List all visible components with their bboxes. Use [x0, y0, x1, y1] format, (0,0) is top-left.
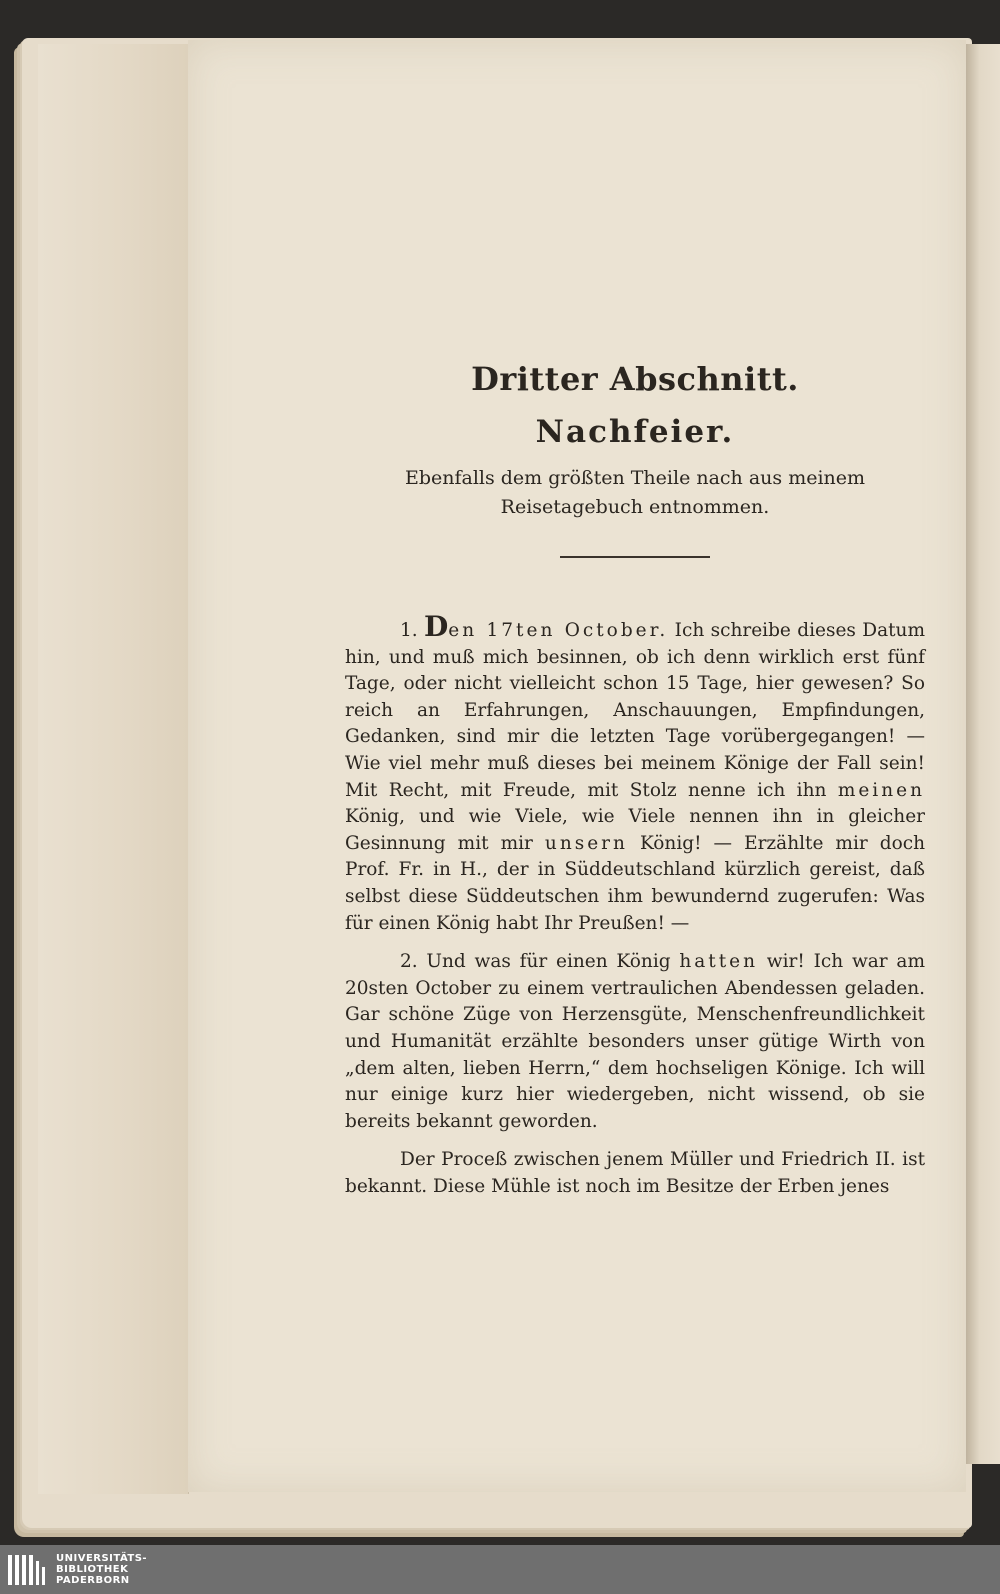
spaced-word: hatten [679, 951, 759, 973]
library-logo-icon [6, 1551, 48, 1589]
paragraph-number: 1. [400, 620, 418, 641]
paragraph-text: König! — Erzählte mir doch Prof. Fr. in H., der in Süddeutschland kürzlich gereist, daß selbst diese Süddeutschen ihm bewundernd zugerufen: Was für einen König habt Ihr Preußen! — [345, 832, 926, 934]
paragraph-text: Ich schreibe dieses Datum hin, und muß mich besinnen, ob ich denn wirklich erst fünf Tage, oder nicht vielleicht schon 15 Tage, hier gewesen? So reich an Erfahrungen, Anschauungen, Empfindungen, Gedanken, sind mir die letzten Tage vorübergegangen! — Wie viel mehr muß dieses bei meinem Könige der Fall sein! Mit Recht, mit Freude, mit Stolz nenne ich ihn [345, 620, 925, 801]
paragraph-text: König, und wie Viele, wie Viele nennen ihn in gleicher Gesinnung mit mir [345, 806, 925, 854]
library-name-line-2: BIBLIOTHEK [56, 1564, 129, 1575]
paragraph-3 [345, 1147, 925, 1200]
paragraph-text: Der Proceß zwischen jenem Müller und Friedrich II. ist bekannt. Diese Mühle ist noch im Besitze der Erben jenes [345, 1149, 925, 1197]
library-name-line-3: PADERBORN [56, 1575, 130, 1586]
library-name [56, 1553, 147, 1586]
library-name-line-1: UNIVERSITÄTS- [56, 1553, 148, 1564]
section-note: Ebenfalls dem größten Theile nach aus meinem Reisetagebuch entnommen. [404, 467, 866, 518]
paragraph-number: 2. [400, 951, 418, 973]
paragraph-2 [345, 949, 925, 1135]
section-title: Dritter Abschnitt. [471, 360, 799, 398]
spaced-word: meinen [837, 779, 925, 801]
divider-rule [560, 556, 710, 558]
page-content [345, 360, 925, 1212]
library-footer-bar [0, 1545, 1000, 1594]
paragraph-text: wir! Ich war am 20sten October zu einem vertraulichen Abendessen geladen. Gar schöne Züge von Herzensgüte, Menschenfreundlichkeit und Humanität erzählte besonders unser gütige Wirth von „dem alten, lieben Herrn,“ dem hochseligen Könige. Ich will nur einige kurz hier wiedergeben, nicht wissend, ob sie bereits bekannt geworden. [345, 951, 925, 1132]
paragraph-text: Und was für einen König [417, 951, 680, 973]
spaced-word: unsern [544, 832, 628, 854]
page-left-margin [38, 44, 189, 1494]
spaced-date: en 17ten October. [448, 620, 669, 641]
paragraph-1 [345, 610, 926, 937]
body-text [345, 610, 926, 1200]
facing-page-edge [966, 44, 1000, 1464]
drop-initial: D [424, 610, 449, 643]
section-subtitle: Nachfeier. [535, 414, 735, 450]
